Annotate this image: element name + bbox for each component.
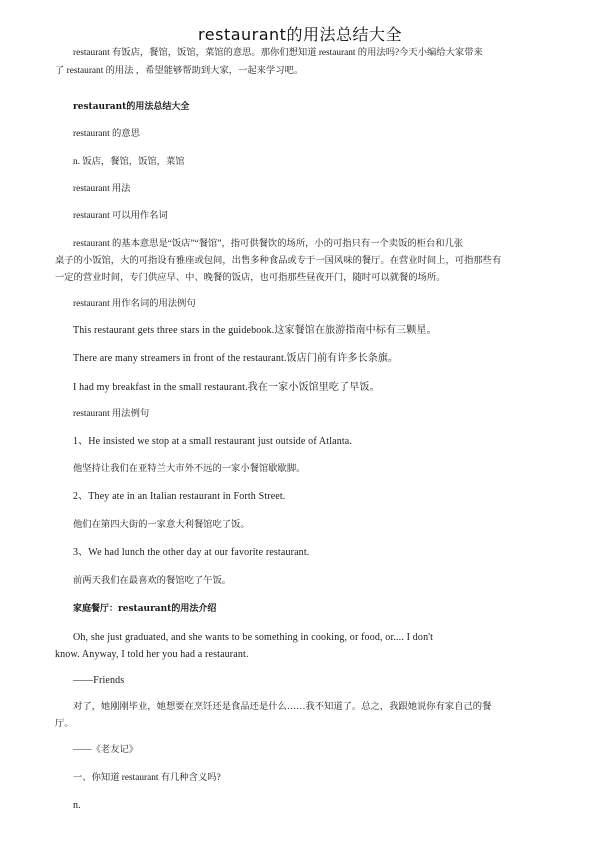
- meaning-heading: restaurant 的意思: [73, 129, 140, 139]
- answer-start: n.: [73, 800, 81, 811]
- quote-source-cn: ——《老友记》: [73, 745, 139, 755]
- basic-meaning-line-3: 一定的营业时间，专门供应早、中、晚餐的饭店，也可指那些昼夜开门，随时可以就餐的场所。: [55, 273, 446, 283]
- intro-line-1: restaurant 有饭店，餐馆，饭馆，菜馆的意思。那你们想知道 restaurant 的用法吗?今天小编给大家带来: [73, 48, 483, 58]
- usage-heading: restaurant 用法: [73, 184, 131, 194]
- quote-cn-line-1: 对了，她刚刚毕业，她想要在烹饪还是食品还是什么……我不知道了。总之，我跟她说你有家自己的餐: [73, 702, 492, 712]
- example-1-en: 1、He insisted we stop at a small restaurant just outside of Atlanta.: [73, 436, 353, 447]
- basic-meaning-line-2: 桌子的小饭馆，大的可指设有雅座或包间，出售多种食品或专于一国风味的餐厅。在营业时间上，可指那些有: [55, 256, 502, 266]
- example-1-cn: 他坚持让我们在亚特兰大市外不远的一家小餐馆歇歇脚。: [73, 464, 306, 474]
- meaning-line: n. 饭店，餐馆，饭馆，菜馆: [73, 157, 185, 167]
- question-1: 一、你知道 restaurant 有几种含义吗?: [73, 773, 221, 783]
- noun-example-2: There are many streamers in front of the restaurant.饭店门前有许多长条旗。: [73, 353, 399, 364]
- noun-example-3: I had my breakfast in the small restaurant.我在一家小饭馆里吃了早饭。: [73, 382, 380, 393]
- noun-examples-heading: restaurant 用作名词的用法例句: [73, 299, 196, 309]
- section-heading-family-restaurant: 家庭餐厅：restaurant的用法介绍: [73, 604, 217, 614]
- examples-heading: restaurant 用法例句: [73, 409, 150, 419]
- section-heading-summary: restaurant的用法总结大全: [73, 102, 190, 112]
- quote-en-line-1: Oh, she just graduated, and she wants to be something in cooking, or food, or.... I don't: [73, 632, 434, 643]
- quote-cn-line-2: 厅。: [55, 719, 74, 729]
- example-3-cn: 前两天我们在最喜欢的餐馆吃了午饭。: [73, 576, 232, 586]
- noun-example-1: This restaurant gets three stars in the guidebook.这家餐馆在旅游指南中标有三颗星。: [73, 325, 437, 336]
- example-2-en: 2、They ate in an Italian restaurant in Forth Street.: [73, 491, 286, 502]
- intro-line-2: 了 restaurant 的用法 ，希望能够帮助到大家，一起来学习吧。: [55, 66, 304, 76]
- page-title: restaurant的用法总结大全: [198, 25, 402, 44]
- noun-usage-line: restaurant 可以用作名词: [73, 211, 168, 221]
- example-3-en: 3、We had lunch the other day at our favorite restaurant.: [73, 547, 310, 558]
- basic-meaning-line-1: restaurant 的基本意思是“饭店”“餐馆”，指可供餐饮的场所，小的可指只有一个卖饭的柜台和几张: [73, 239, 464, 249]
- quote-source-en: ——Friends: [73, 675, 125, 686]
- example-2-cn: 他们在第四大街的一家意大利餐馆吃了饭。: [73, 520, 250, 530]
- quote-en-line-2: know. Anyway, I told her you had a restaurant.: [55, 649, 249, 660]
